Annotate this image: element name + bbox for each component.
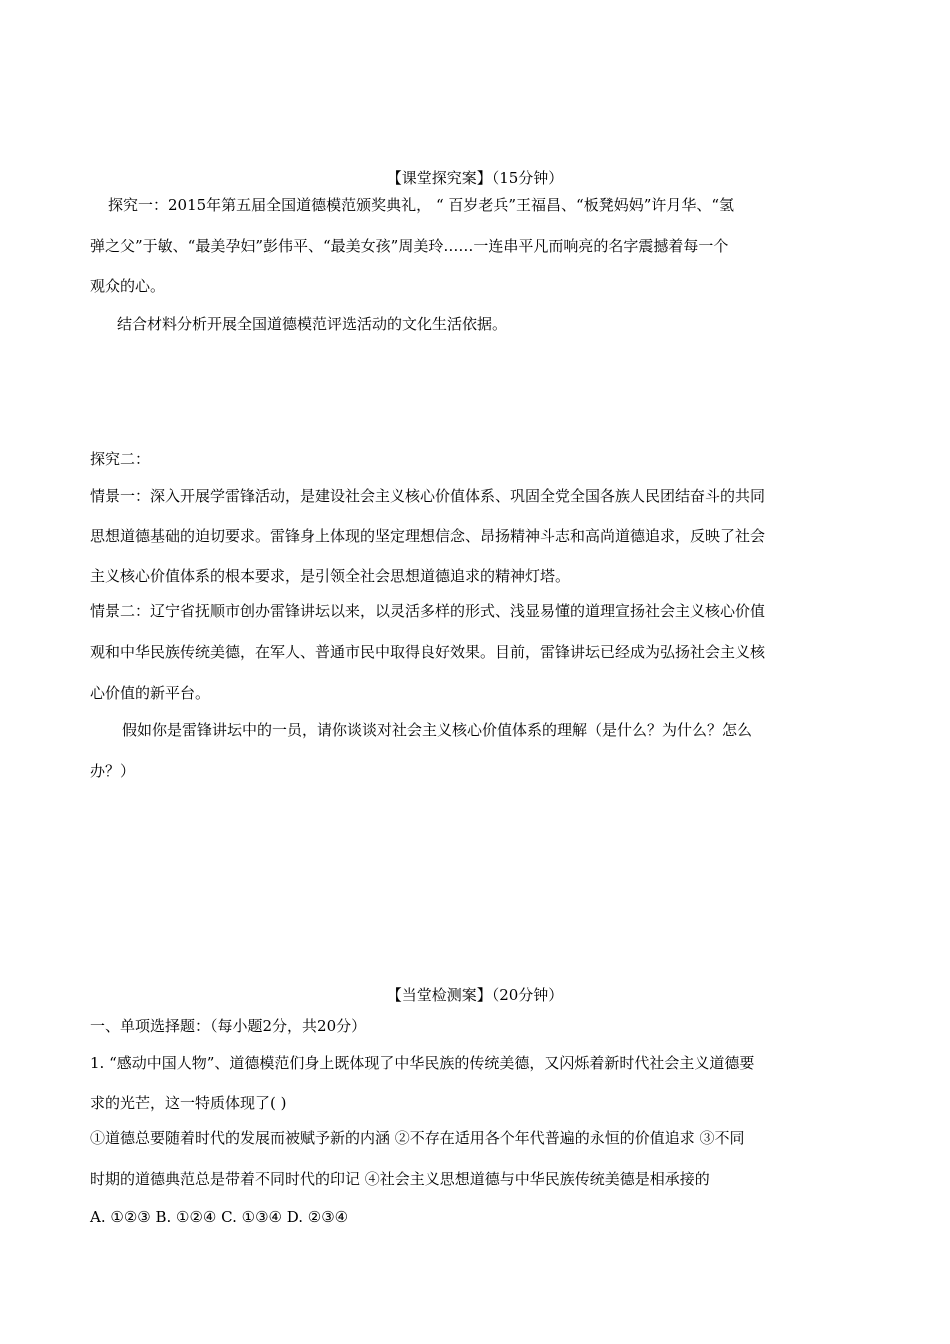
section-heading-assessment: 【当堂检测案】（20分钟） [386,986,564,1004]
part-title: 一、单项选择题：（每小题2分，共20分） [90,1017,367,1035]
inquiry-two-question-line-1: 假如你是雷锋讲坛中的一员，请你谈谈对社会主义核心价值体系的理解（是什么？为什么？怎么 [122,721,753,739]
question-1-stem-line-1: 1. “感动中国人物”、道德模范们身上既体现了中华民族的传统美德，又闪烁着新时代社会主义道德要 [90,1054,755,1072]
scenario-one-line-2: 思想道德基础的迫切要求。雷锋身上体现的坚定理想信念、昂扬精神斗志和高尚道德追求，反映了社会 [90,527,766,545]
scenario-one-line-3: 主义核心价值体系的根本要求，是引领全社会思想道德追求的精神灯塔。 [90,567,571,585]
inquiry-one-question: 结合材料分析开展全国道德模范评选活动的文化生活依据。 [117,315,508,333]
section-heading-exploration: 【课堂探究案】（15分钟） [386,169,564,187]
inquiry-two-question-line-2: 办？） [90,762,136,780]
inquiry-one-line-3: 观众的心。 [90,277,166,295]
question-1-options: A. ①②③ B. ①②④ C. ①③④ D. ②③④ [90,1208,349,1226]
question-1-statements-line-2: 时期的道德典范总是带着不同时代的印记 ④社会主义思想道德与中华民族传统美德是相承接的 [90,1170,710,1188]
scenario-two-line-3: 心价值的新平台。 [90,684,211,702]
question-1-statements-line-1: ①道德总要随着时代的发展而被赋予新的内涵 ②不存在适用各个年代普遍的永恒的价值追求 ③不同 [90,1129,745,1147]
scenario-two-line-2: 观和中华民族传统美德，在军人、普通市民中取得良好效果。目前，雷锋讲坛已经成为弘扬社会主义核 [90,643,766,661]
scenario-two-line-1: 情景二：辽宁省抚顺市创办雷锋讲坛以来，以灵活多样的形式、浅显易懂的道理宣扬社会主义核心价值 [90,602,766,620]
inquiry-one-line-2: 弹之父”于敏、“最美孕妇”彭伟平、“最美女孩”周美玲……一连串平凡而响亮的名字震撼着每一个 [90,237,729,255]
inquiry-two-label: 探究二： [90,450,151,468]
question-1-stem-line-2: 求的光芒，这一特质体现了( ) [90,1094,287,1112]
inquiry-one-line-1: 探究一：2015年第五届全国道德模范颁奖典礼， “ 百岁老兵”王福昌、“板凳妈妈”许月华、“氢 [108,196,735,214]
scenario-one-line-1: 情景一：深入开展学雷锋活动，是建设社会主义核心价值体系、巩固全党全国各族人民团结奋斗的共同 [90,487,766,505]
